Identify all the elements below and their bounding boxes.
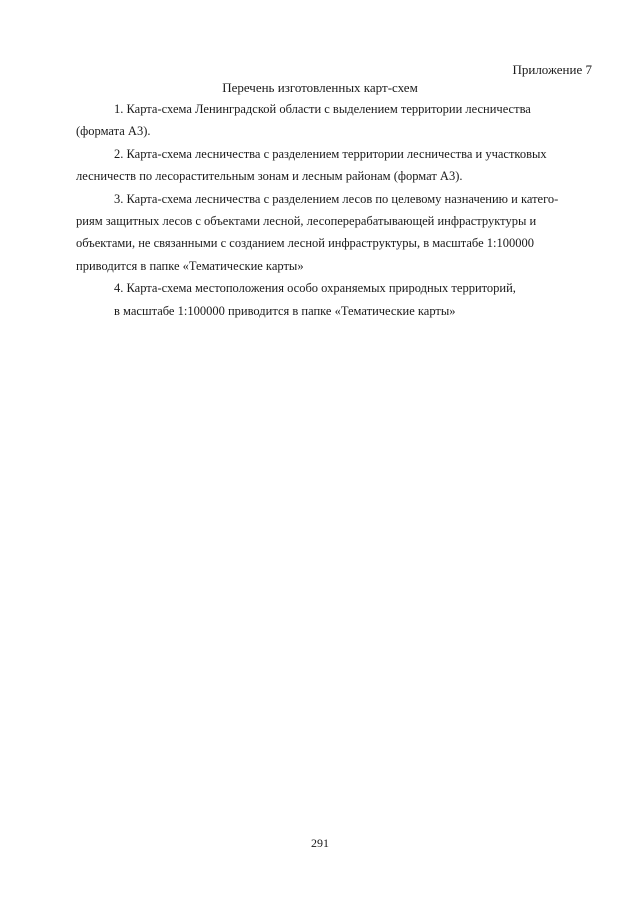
document-title: Перечень изготовленных карт-схем <box>222 80 418 95</box>
list-item-line: 4. Карта-схема местоположения особо охраняемых природных территорий, <box>114 281 516 296</box>
appendix-label: Приложение 7 <box>512 62 592 77</box>
page-number: 291 <box>311 836 329 850</box>
list-item-line: риям защитных лесов с объектами лесной, лесоперерабатывающей инфраструктуры и <box>76 214 537 229</box>
list-item <box>76 188 586 278</box>
list-item-line: 2. Карта-схема лесничества с разделением территории лесничества и участковых <box>114 146 547 161</box>
list-item-line: (формата А3). <box>76 124 151 139</box>
list-item <box>76 143 586 188</box>
list-item <box>76 98 586 143</box>
list-item-line: приводится в папке «Тематические карты» <box>76 258 304 273</box>
map-list <box>76 98 586 322</box>
list-item <box>76 277 586 322</box>
list-item-line: лесничеств по лесорастительным зонам и лесным районам (формат А3). <box>76 169 463 184</box>
list-item-line: 3. Карта-схема лесничества с разделением лесов по целевому назначению и катего- <box>114 191 559 206</box>
list-item-line: в масштабе 1:100000 приводится в папке «Тематические карты» <box>114 303 456 318</box>
list-item-line: объектами, не связанными с созданием лесной инфраструктуры, в масштабе 1:100000 <box>76 236 535 251</box>
list-item-line: 1. Карта-схема Ленинградской области с выделением территории лесничества <box>114 102 531 116</box>
